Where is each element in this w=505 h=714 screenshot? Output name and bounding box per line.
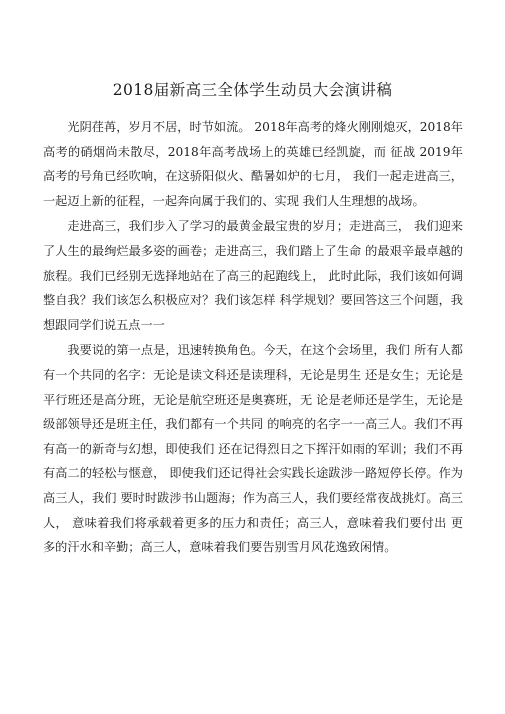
document-body: [43, 115, 463, 560]
paragraph-1: 光阴荏苒，岁月不居，时节如流。 2018年高考的烽火刚刚熄灭，2018年高考的硝烟尚未散尽，2018年高考战场上的英雄已经凯旋，而 征战 2019年高考的号角已经吹响，在这骄阳似火、酷暑如炉的七月， 我们一起走进高三，一起迈上新的征程，一起奔向属于我们的、实现 我们人生理想的战场。: [43, 120, 463, 208]
document-title: 2018届新高三全体学生动员大会演讲稿: [112, 81, 393, 99]
paragraph-3: 我要说的第一点是，迅速转换角色。今天，在这个会场里，我们 所有人都有一个共同的名字：无论是读文科还是读理科，无论是男生 还是女生；无论是平行班还是高分班，无论是航空班还是奥赛班，无 论是老师还是学生，无论是级部领导还是班主任，我们都有一个共同 的响亮的名字一一高三人。我们不再有高一的新奇与幻想，即使我们 还在记得烈日之下挥汗如雨的军训；我们不再有高二的轻松与惬意， 即使我们还记得社会实践长途跋涉一路短停长停。作为高三人，我们 要时时跋涉书山题海；作为高三人，我们要经常夜战挑灯。高三人， 意味着我们将承载着更多的压力和责任；高三人，意味着我们要付出 更多的汗水和辛勤；高三人，意味着我们要告别雪月风花逸致闲情。: [43, 343, 463, 555]
paragraph-2: 走进高三，我们步入了学习的最黄金最宝贵的岁月；走进高三， 我们迎来了人生的最绚烂最多姿的画卷；走进高三，我们踏上了生命 的最艰辛最卓越的旅程。我们已经别无选择地站在了高三的起跑线上， 此时此际，我们该如何调整自我？我们该怎么积极应对？我们该怎样 科学规划？要回答这三个问题，我想跟同学们说五点一一: [43, 219, 463, 332]
